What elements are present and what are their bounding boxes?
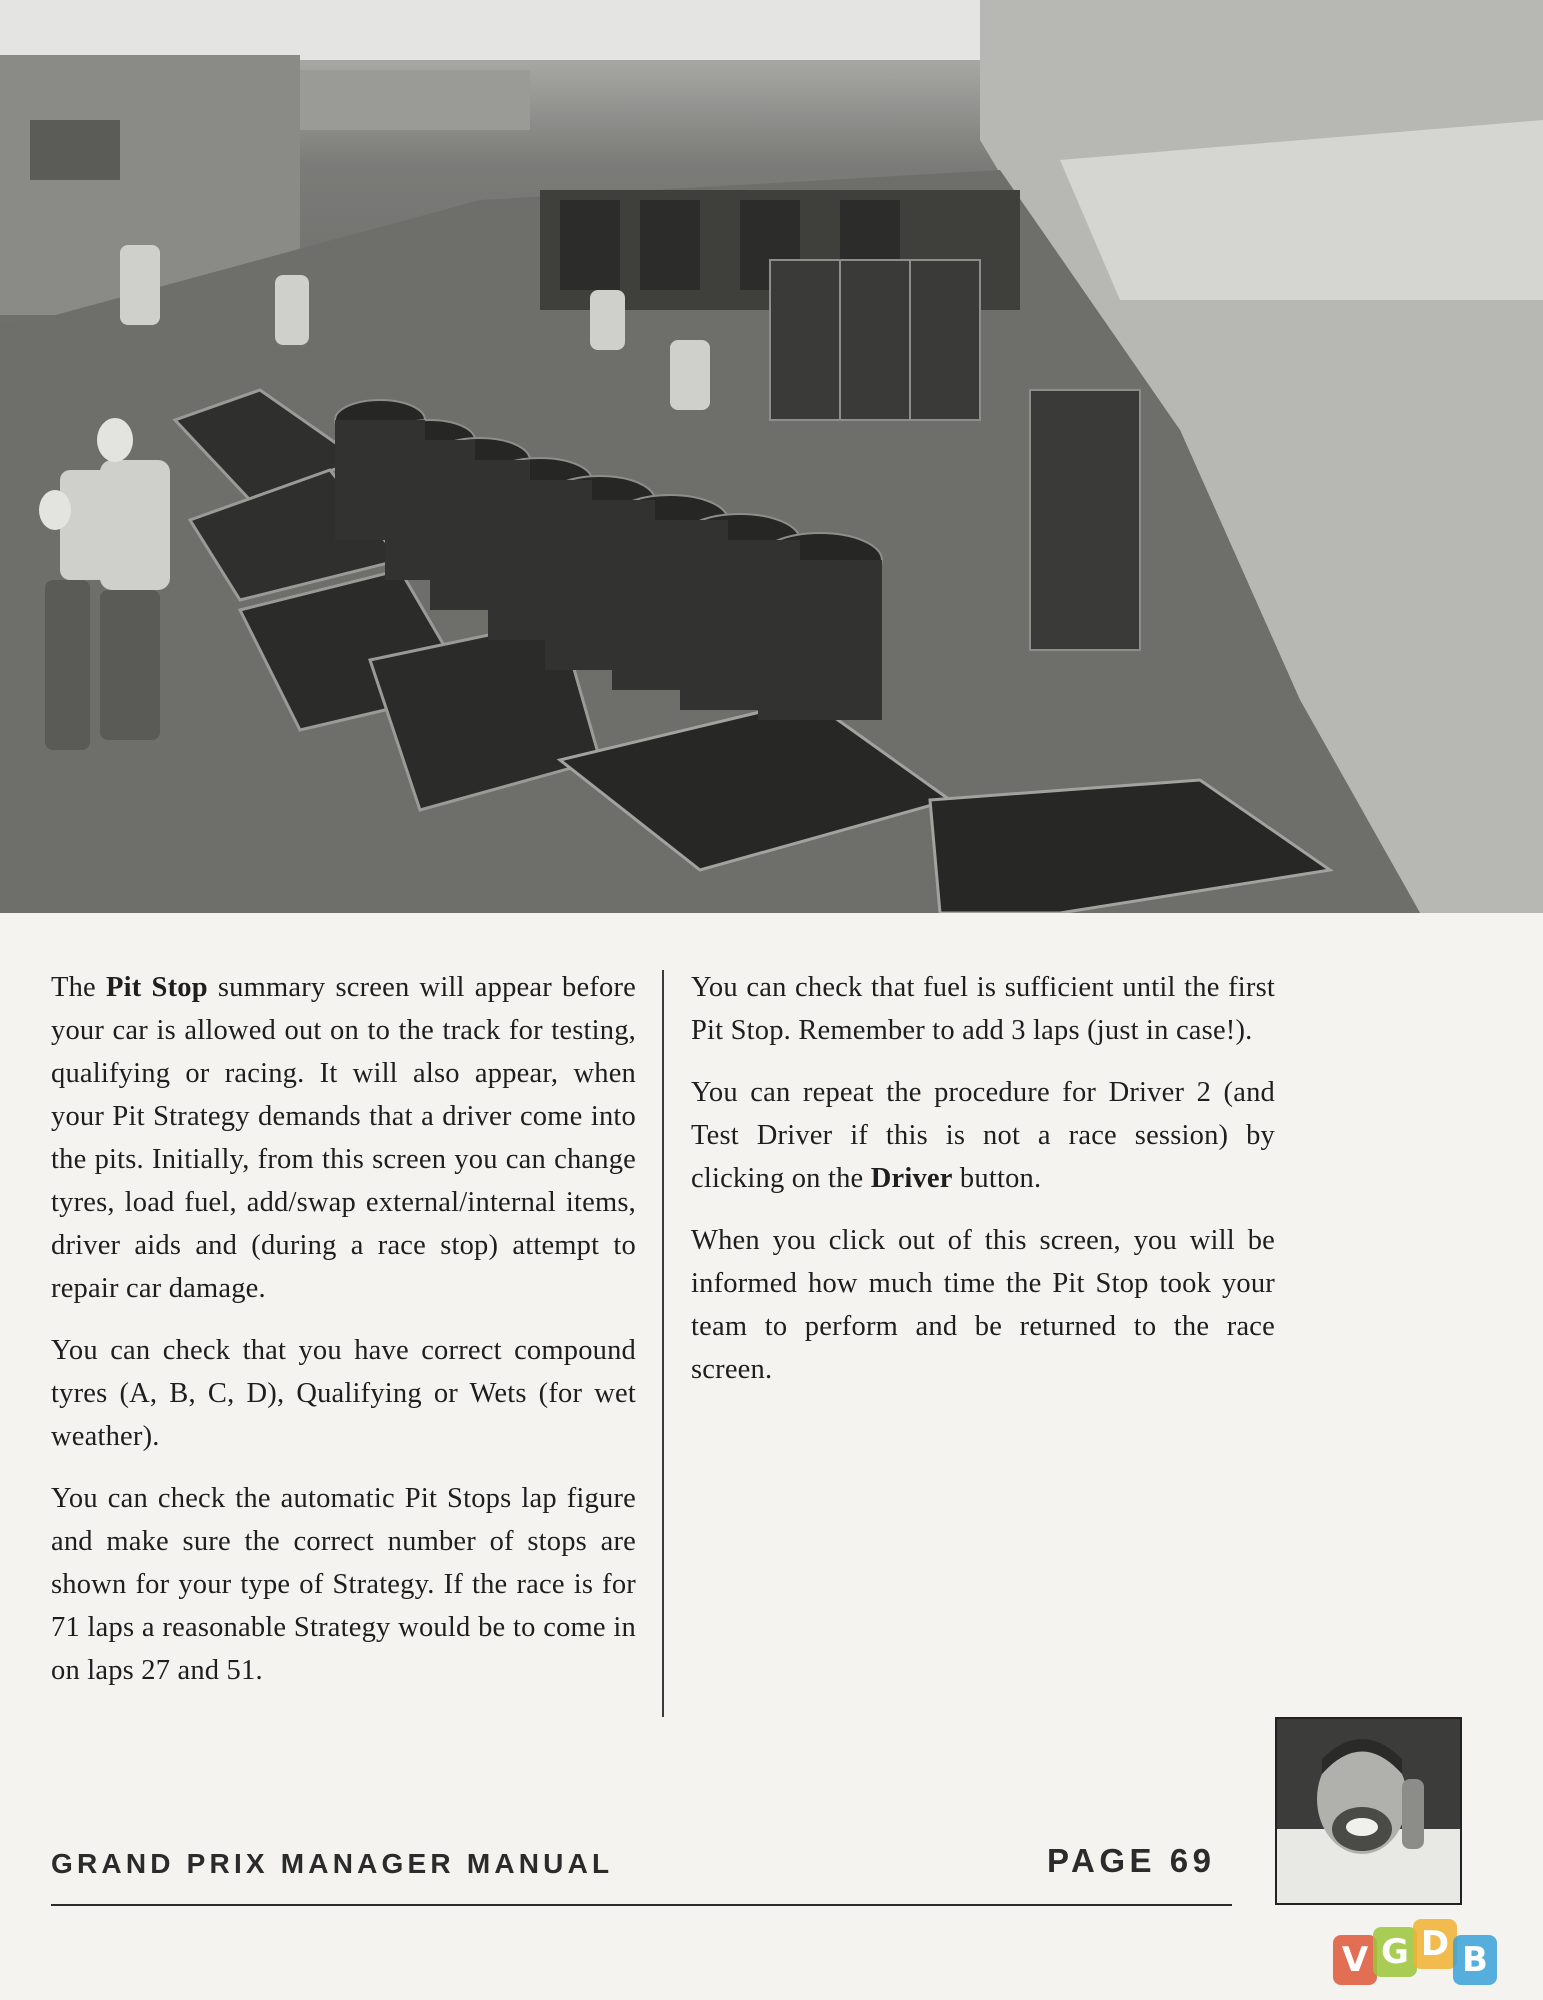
watermark-letter: B — [1453, 1935, 1497, 1985]
paragraph-text: When you click out of this screen, you will be informed how much time the Pit Stop took your team to perform and be returned to the race screen. — [691, 1225, 1275, 1385]
person-on-phone-illustration — [1277, 1719, 1460, 1903]
paragraph-text: The — [51, 972, 107, 1003]
watermark-letter: V — [1333, 1935, 1377, 1985]
portrait-photo — [1275, 1717, 1462, 1905]
footer-rule — [51, 1904, 1232, 1906]
manual-title: GRAND PRIX MANAGER MANUAL — [51, 1848, 614, 1879]
text-column-right — [691, 966, 1275, 1410]
body-paragraph — [691, 1071, 1275, 1200]
watermark-letter: G — [1373, 1927, 1417, 1977]
bold-term: Driver — [870, 1163, 953, 1194]
pit-lane-photo — [0, 0, 1543, 913]
watermark-letter: D — [1413, 1919, 1457, 1969]
vgdb-watermark-logo — [1333, 1913, 1503, 1993]
paragraph-text: You can check that fuel is sufficient until the first Pit Stop. Remember to add 3 laps (just in case!). — [691, 972, 1275, 1046]
body-paragraph — [51, 966, 636, 1310]
pit-lane-illustration — [0, 0, 1543, 913]
bold-term: Pit Stop — [106, 972, 208, 1003]
paragraph-text: You can check that you have correct compound tyres (A, B, C, D), Qualifying or Wets (for wet weather). — [51, 1335, 636, 1452]
text-column-left — [51, 966, 636, 1711]
paragraph-text: summary screen will appear before your car is allowed out on to the track for testing, qualifying or racing. It will also appear, when your Pit Strategy demands that a driver come into the pits. Initially, from this screen you can change tyres, load fuel, add/swap external/internal items, driver aids and (during a race stop) attempt to repair car damage. — [51, 972, 636, 1304]
paragraph-text: button. — [952, 1163, 1042, 1194]
body-paragraph — [51, 1329, 636, 1458]
body-paragraph — [51, 1477, 636, 1692]
page-number: PAGE 69 — [1047, 1842, 1216, 1879]
body-paragraph — [691, 1219, 1275, 1391]
paragraph-text: You can check the automatic Pit Stops lap figure and make sure the correct number of stops are shown for your type of Strategy. If the race is for 71 laps a reasonable Strategy would be to come in on laps 27 and 51. — [51, 1483, 636, 1686]
paragraph-text: You can repeat the procedure for Driver 2 (and Test Driver if this is not a race session) by clicking on the — [691, 1077, 1275, 1194]
body-paragraph — [691, 966, 1275, 1052]
column-divider — [662, 970, 664, 1717]
